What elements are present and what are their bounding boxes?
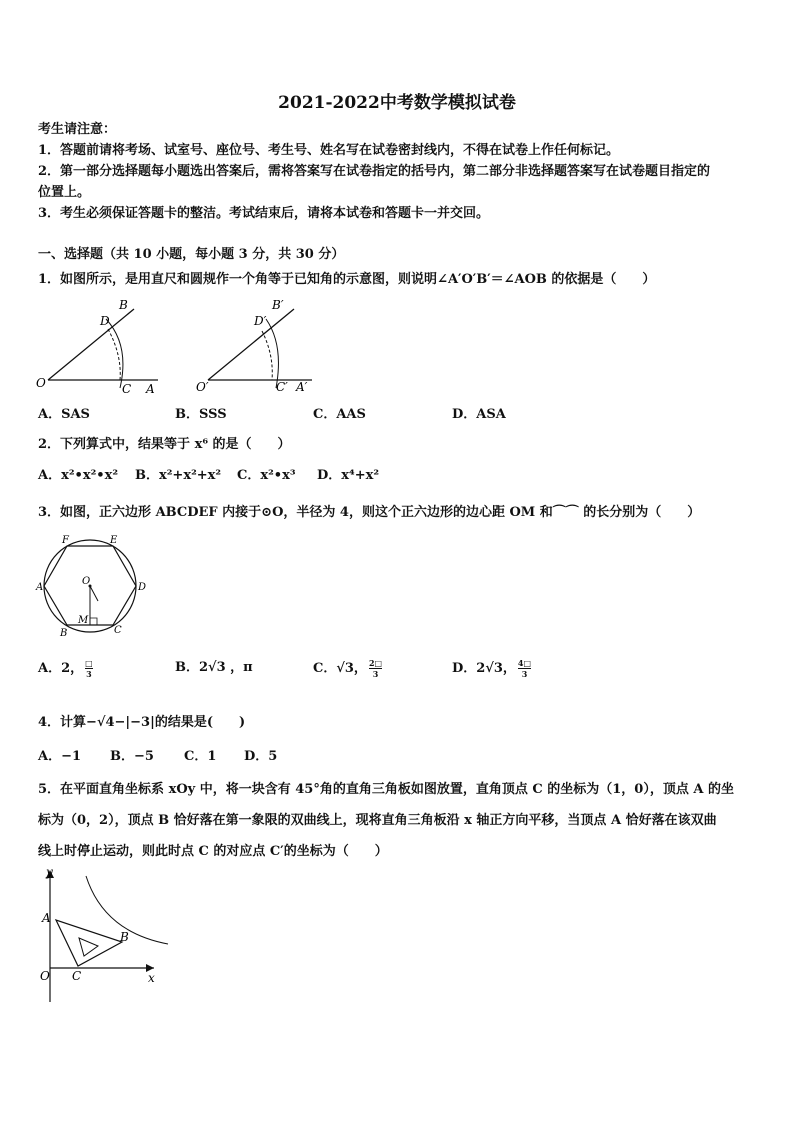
- q2-stem: 2．下列算式中，结果等于 x⁶ 的是（ ）: [38, 437, 291, 452]
- label-B: B: [120, 930, 129, 944]
- q1-figure-left: [34, 295, 164, 395]
- q4-option-c: C．1: [184, 749, 217, 764]
- q1-figure-right: [194, 295, 324, 395]
- q5-figure: [34, 862, 174, 1007]
- q4-option-a: A．−1: [38, 749, 82, 764]
- label-y: y: [46, 865, 53, 879]
- q2-option-c: C．x²•x³: [237, 468, 296, 483]
- label-D: D: [100, 314, 110, 328]
- q3-option-a: A．2， □ 3: [38, 658, 93, 679]
- q1-option-a: A．SAS: [38, 407, 90, 422]
- label-A: A: [146, 382, 155, 395]
- label-A-prime: A′: [296, 380, 308, 394]
- q1-option-c: C．AAS: [313, 407, 366, 422]
- section-heading: 一、选择题（共 10 小题，每小题 3 分，共 30 分）: [38, 247, 345, 262]
- q5-line-1: 5．在平面直角坐标系 xOy 中，将一块含有 45°角的直角三角板如图放置，直角顶点 C 的坐标为（1，0），顶点 A 的坐: [38, 782, 734, 797]
- label-C: C: [122, 382, 132, 395]
- q4-option-d: D．5: [244, 749, 278, 764]
- label-B: B: [60, 628, 68, 639]
- label-x: x: [148, 971, 155, 985]
- page-title: 2021-2022中考数学模拟试卷: [278, 93, 516, 113]
- q3-option-d: D．2√3， $\frac{4□}{3}$: [452, 658, 532, 679]
- notice-item-2: 2．第一部分选择题每小题选出答案后，需将答案写在试卷指定的括号内，第二部分非选择题答案写在试卷题目指定的: [38, 164, 711, 179]
- label-F: F: [62, 535, 69, 546]
- label-O-prime: O′: [196, 380, 209, 394]
- notice-item-1: 1．答题前请将考场、试室号、座位号、考生号、姓名写在试卷密封线内，不得在试卷上作任何标记。: [38, 143, 620, 158]
- label-A: A: [42, 911, 51, 925]
- label-O: O: [36, 376, 46, 390]
- q2-option-d: D．x⁴+x²: [317, 468, 380, 483]
- label-O: O: [40, 969, 50, 983]
- notice-item-3: 3．考生必须保证答题卡的整洁。考试结束后，请将本试卷和答题卡一并交回。: [38, 206, 490, 221]
- q3-option-b: B．2√3 ，π: [175, 660, 253, 675]
- label-D: D: [138, 582, 147, 593]
- label-C: C: [72, 969, 82, 983]
- q5-line-3: 线上时停止运动，则此时点 C 的对应点 C′的坐标为（ ）: [38, 844, 388, 859]
- label-O: O: [82, 576, 91, 587]
- q4-stem: 4．计算−√4−|−3|的结果是( ): [38, 715, 246, 730]
- q5-line-2: 标为（0，2），顶点 B 恰好落在第一象限的双曲线上，现将直角三角板沿 x 轴正方向平移，当顶点 A 恰好落在该双曲: [38, 813, 717, 828]
- label-B-prime: B′: [272, 298, 284, 312]
- q1-option-b: B．SSS: [175, 407, 227, 422]
- q3-figure: [34, 532, 154, 642]
- label-A: A: [36, 582, 44, 593]
- label-E: E: [110, 535, 118, 546]
- notice-item-2-cont: 位置上。: [38, 185, 91, 200]
- label-D-prime: D′: [254, 314, 267, 328]
- q3-stem: 3．如图，正六边形 ABCDEF 内接于⊙O，半径为 4，则这个正六边形的边心距 OM 和⌒⌒ 的长分别为（ ）: [38, 505, 701, 520]
- label-C: C: [114, 625, 122, 636]
- label-B: B: [119, 298, 128, 312]
- q4-option-b: B．−5: [110, 749, 154, 764]
- q3-option-c: C．√3， $\frac{2□}{3}$: [313, 658, 383, 679]
- q1-option-d: D．ASA: [452, 407, 506, 422]
- label-M: M: [78, 615, 89, 626]
- label-C-prime: C′: [276, 380, 288, 394]
- q2-option-a: A．x²•x²•x²: [38, 468, 119, 483]
- q2-option-b: B．x²+x²+x²: [135, 468, 222, 483]
- notice-heading: 考生请注意：: [38, 122, 117, 137]
- q1-stem: 1．如图所示，是用直尺和圆规作一个角等于已知角的示意图，则说明∠A′O′B′＝∠AOB 的依据是（ ）: [38, 272, 656, 287]
